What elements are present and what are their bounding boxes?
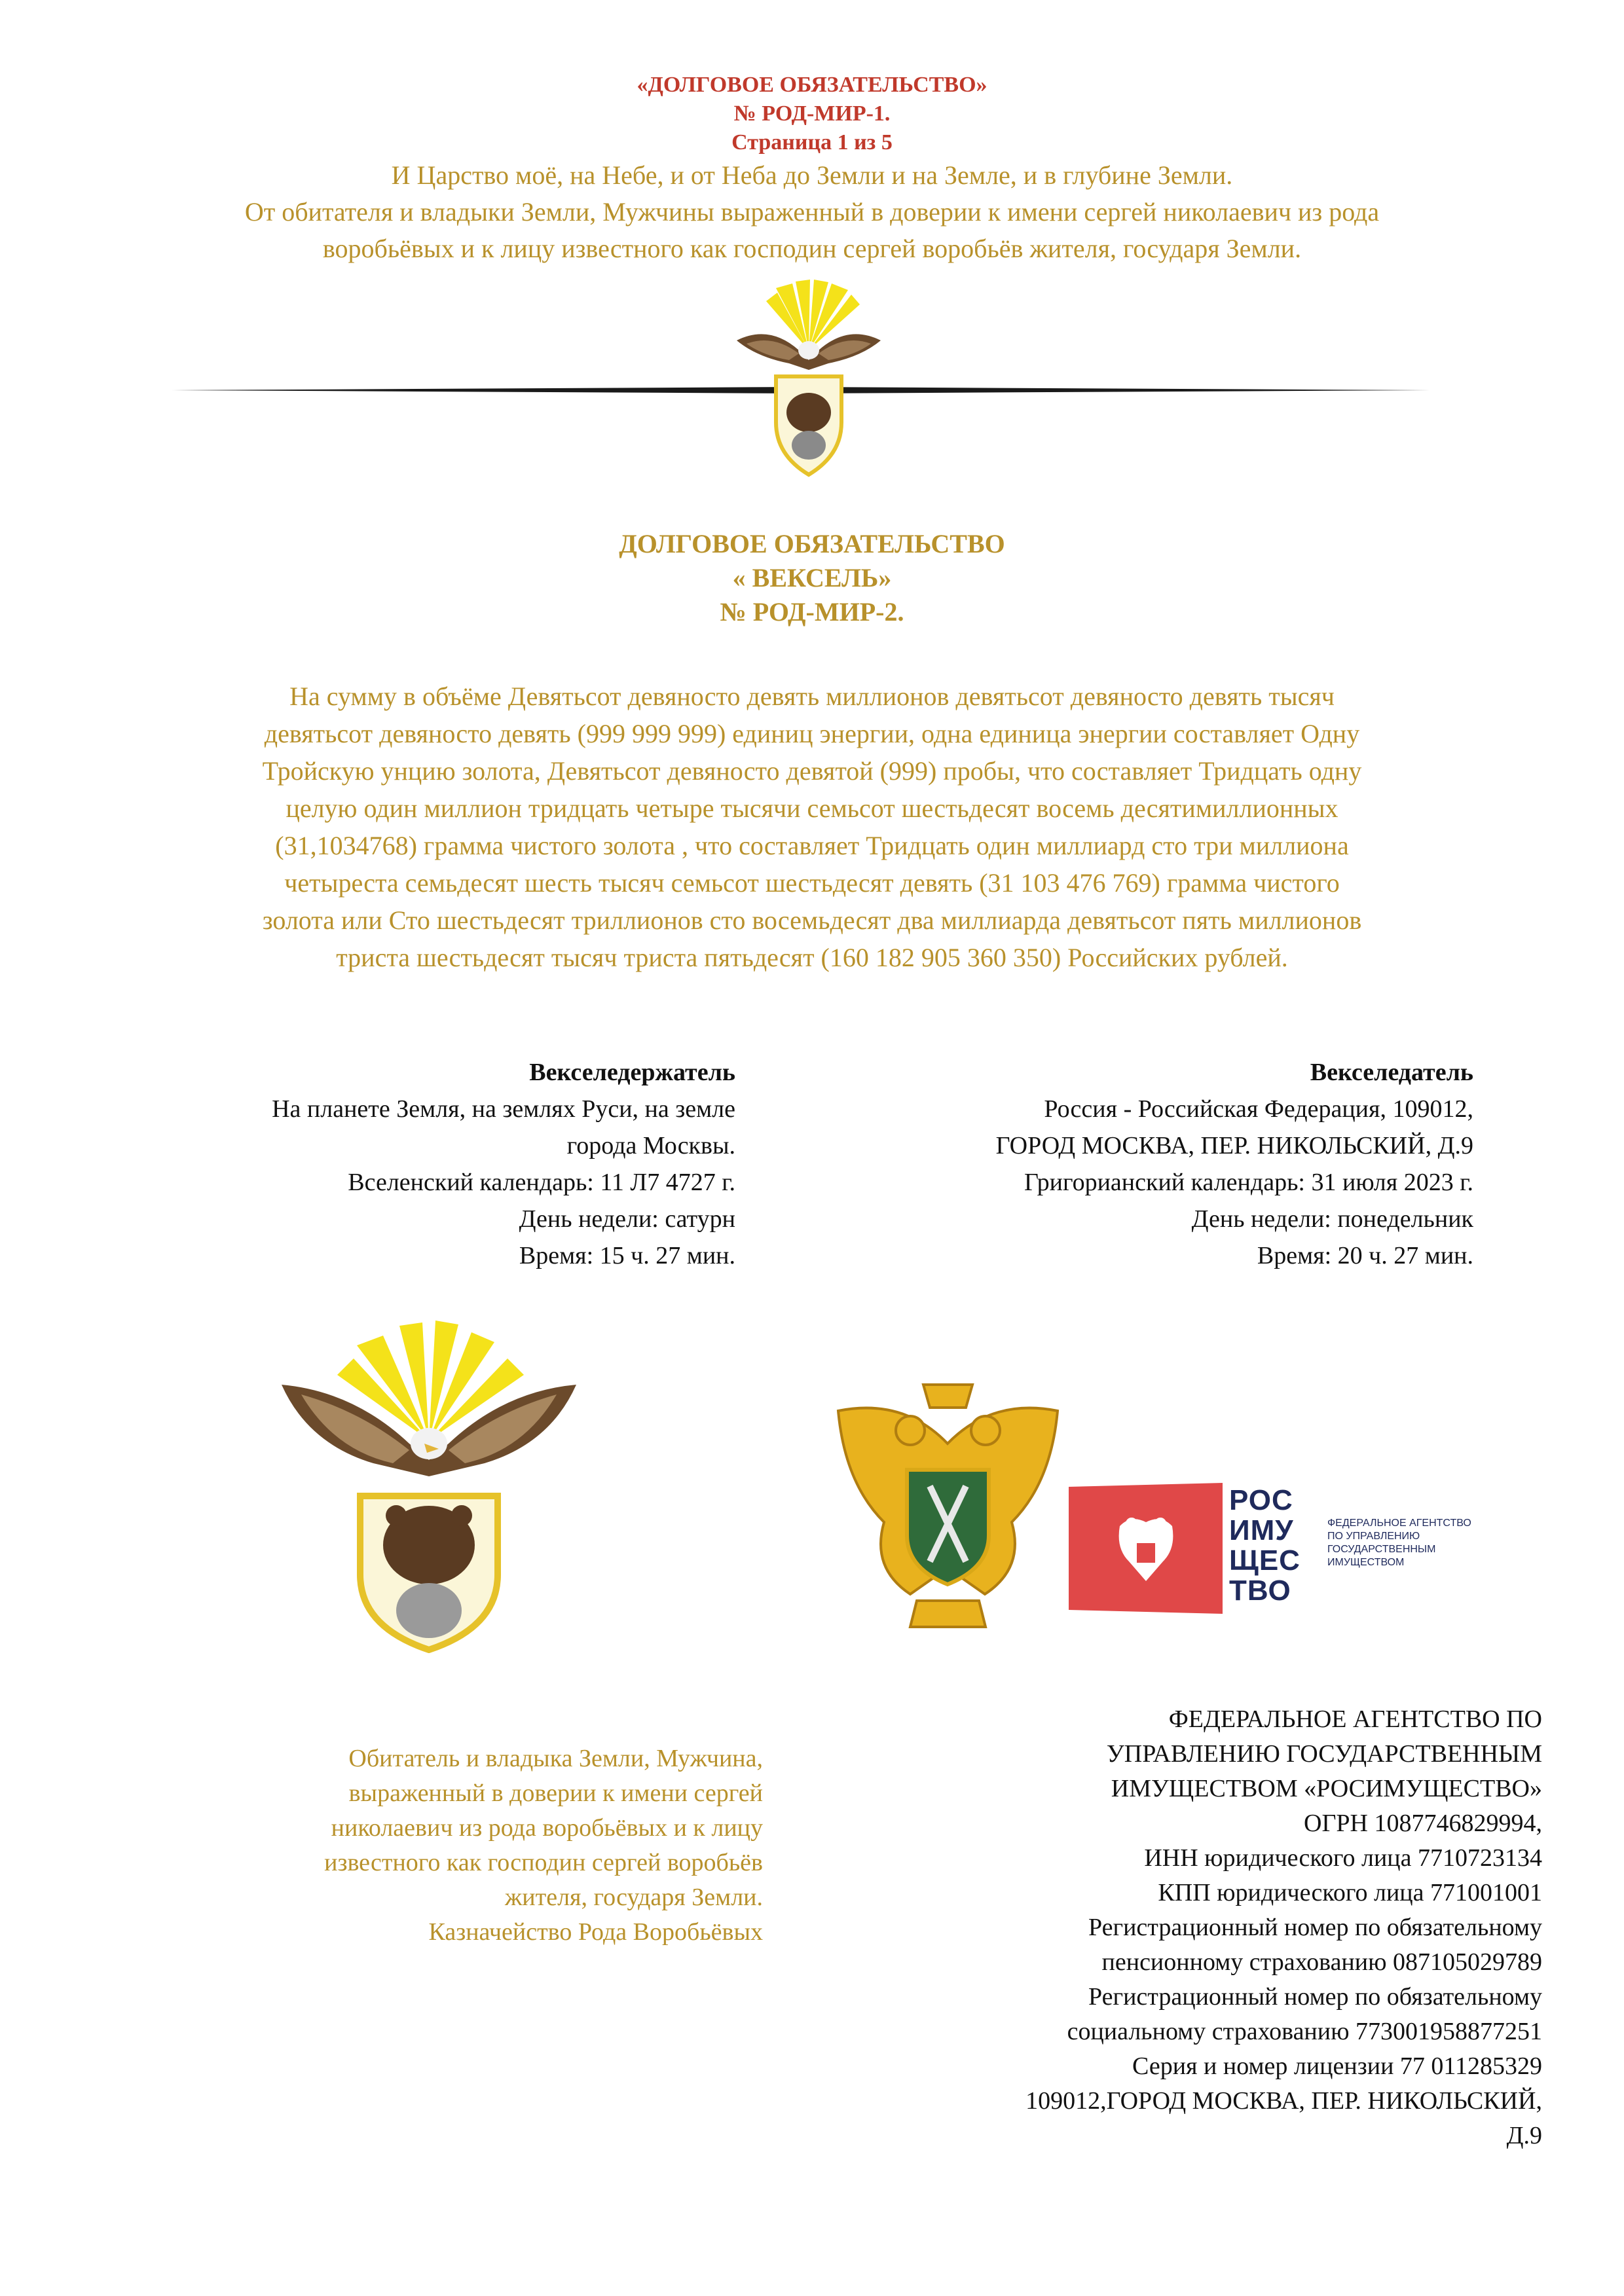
signer-line: выраженный в доверии к имени сергей [348,1779,763,1807]
holder-line: Вселенский календарь: 11 Л7 4727 г. [348,1169,735,1196]
caption-line: ГОСУДАРСТВЕННЫМ [1327,1544,1436,1555]
document-header [0,71,1624,267]
agency-line: Регистрационный номер по обязательному [1088,1983,1542,2011]
amount-line: На сумму в объёме Девятьсот девяносто девять миллионов девятьсот девяносто девять тысяч [289,682,1335,711]
agency-line: Серия и номер лицензии 77 011285329 [1132,2052,1542,2080]
agency-line: ФЕДЕРАЛЬНОЕ АГЕНТСТВО ПО [1168,1705,1542,1733]
wordmark-line: ТВО [1229,1575,1291,1607]
bill-title-block [0,527,1624,629]
amount-line: триста шестьдесят тысяч триста пятьдесят (160 182 905 360 350) Российских рублей. [336,943,1288,972]
drawer-line: ГОРОД МОСКВА, ПЕР. НИКОЛЬСКИЙ, Д.9 [995,1132,1473,1159]
doc-number: № РОД-МИР-1. [733,101,891,126]
amount-line: целую один миллион тридцать четыре тысячи семьсот шестьдесят восемь десятимиллионных [286,793,1338,823]
caption-line: ПО УПРАВЛЕНИЮ [1327,1531,1420,1542]
holder-line: города Москвы. [566,1132,735,1159]
signer-line: Обитатель и владыка Земли, Мужчина, [348,1745,763,1772]
agency-line: Д.9 [1506,2122,1542,2149]
agency-line: Регистрационный номер по обязательному [1088,1914,1542,1941]
agency-line: пенсионному страхованию 087105029789 [1101,1948,1542,1976]
holder-line: На планете Земля, на землях Руси, на земле [272,1095,735,1123]
bill-holder-block [59,1054,735,1274]
page-indicator: Страница 1 из 5 [731,130,893,155]
amount-line: Тройскую унцию золота, Девятьсот девяносто девятой (999) пробы, что составляет Тридцать одну [262,756,1362,786]
intro-line: От обитателя и владыки Земли, Мужчины выраженный в доверии к имени сергей николаевич из рода [244,197,1380,227]
intro-line: воробьёвых и к лицу известного как господин сергей воробьёв жителя, государя Земли. [322,234,1302,263]
drawer-line: Время: 20 ч. 27 мин. [1257,1242,1473,1269]
wordmark-line: ИМУ [1229,1514,1294,1546]
federal-eagle-emblem-icon [825,1372,1071,1633]
drawer-line: Григорианский календарь: 31 июля 2023 г. [1024,1169,1473,1196]
drawer-line: День недели: понедельник [1191,1205,1473,1233]
signer-line: жителя, государя Земли. [505,1884,763,1911]
agency-line: УПРАВЛЕНИЮ ГОСУДАРСТВЕННЫМ [1106,1740,1542,1768]
rosim-wordmark [1229,1485,1318,1606]
drawer-line: Россия - Российская Федерация, 109012, [1044,1095,1473,1123]
caption-line: ФЕДЕРАЛЬНОЕ АГЕНТСТВО [1327,1518,1471,1529]
bill-drawer-block [812,1054,1473,1274]
signer-line: николаевич из рода воробьёвых и к лицу [331,1814,763,1842]
caption-line: ИМУЩЕСТВОМ [1327,1557,1405,1568]
rosim-red-flag-icon [1069,1483,1223,1614]
rosimushchestvo-logo [1069,1483,1553,1614]
amount-paragraph [0,678,1624,976]
intro-line: И Царство моё, на Небе, и от Неба до Земли и на Земле, и в глубине Земли. [391,160,1233,190]
holder-line: Время: 15 ч. 27 мин. [519,1242,735,1269]
agency-line: ОГРН 1087746829994, [1304,1810,1542,1837]
amount-line: четыреста семьдесят шесть тысяч семьсот шестьдесят девять (31 103 476 769) грамма чистого [284,868,1340,898]
eagle-bear-emblem-icon [730,278,887,481]
agency-line: 109012,ГОРОД МОСКВА, ПЕР. НИКОЛЬСКИЙ, [1025,2087,1542,2115]
amount-line: золота или Сто шестьдесят триллионов сто восемьдесят два миллиарда девятьсот пять миллионов [262,905,1362,935]
amount-line: (31,1034768) грамма чистого золота , что составляет Тридцать один миллиард сто три миллиона [275,831,1349,860]
agency-details-block [819,1702,1542,2153]
amount-line: девятьсот девяносто девять (999 999 999) единиц энергии, одна единица энергии составляет Одну [264,719,1360,748]
signer-left-block [105,1741,763,1950]
signer-line: известного как господин сергей воробьёв [324,1849,763,1876]
doc-type-title: «ДОЛГОВОЕ ОБЯЗАТЕЛЬСТВО» [637,73,987,97]
rosim-caption [1327,1517,1553,1569]
agency-line: КПП юридического лица 771001001 [1158,1879,1542,1906]
drawer-heading: Векселедатель [1310,1059,1473,1086]
holder-line: День недели: сатурн [519,1205,735,1233]
bill-subtitle: « ВЕКСЕЛЬ» [732,563,892,592]
wordmark-line: ЩЕС [1229,1544,1301,1576]
agency-line: социальному страхованию 773001958877251 [1067,2018,1542,2045]
bill-number: № РОД-МИР-2. [720,597,904,627]
bill-title: ДОЛГОВОЕ ОБЯЗАТЕЛЬСТВО [619,529,1005,558]
holder-heading: Векселедержатель [529,1059,735,1086]
agency-line: ИМУЩЕСТВОМ «РОСИМУЩЕСТВО» [1111,1775,1542,1802]
eagle-bear-wolf-emblem-icon [275,1313,583,1653]
agency-line: ИНН юридического лица 7710723134 [1144,1844,1542,1872]
signer-line: Казначейство Рода Воробьёвых [428,1918,763,1946]
wordmark-line: РОС [1229,1484,1293,1516]
